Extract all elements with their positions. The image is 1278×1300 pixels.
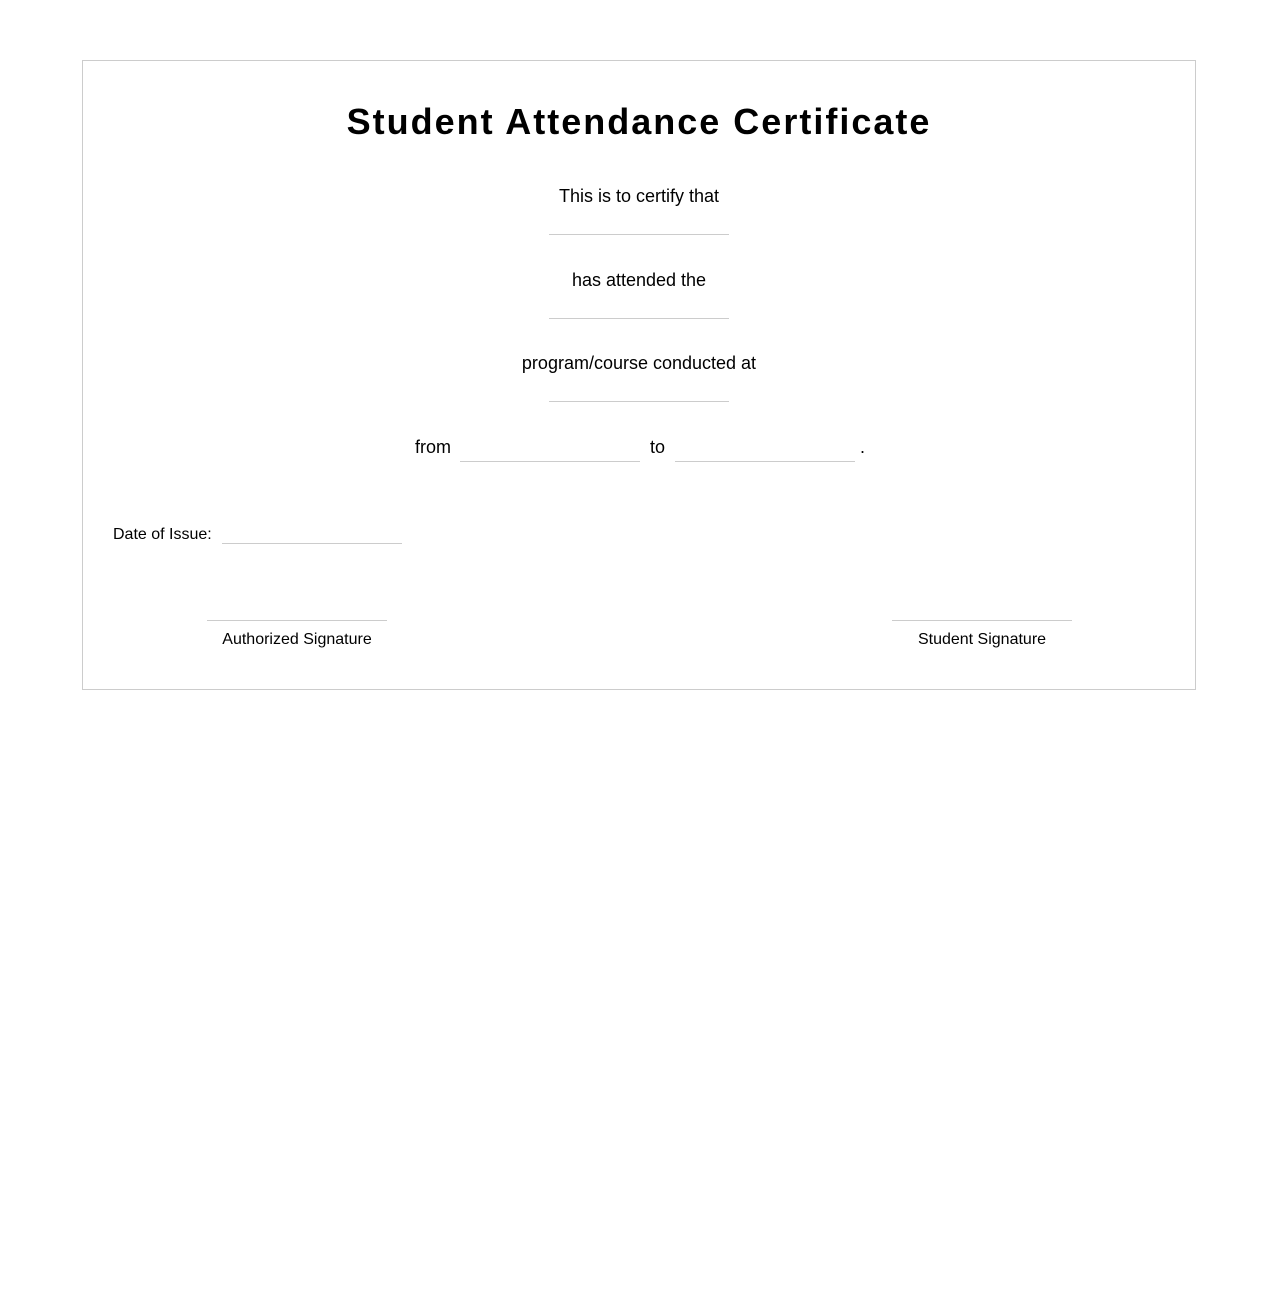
certificate-card (82, 60, 1196, 690)
from-label: from (415, 437, 451, 457)
program-name-input[interactable] (549, 318, 729, 319)
date-of-issue-label: Date of Issue: (113, 526, 212, 543)
date-of-issue-input[interactable] (222, 543, 402, 544)
attended-text: has attended the (571, 270, 707, 290)
student-signature-label: Student Signature (917, 631, 1047, 648)
student-name-input[interactable] (549, 234, 729, 235)
venue-input[interactable] (549, 401, 729, 402)
authorized-signature-label: Authorized Signature (222, 631, 372, 648)
certificate-title: Student Attendance Certificate (346, 101, 932, 142)
from-date-input[interactable] (460, 461, 640, 462)
period-text: . (860, 437, 866, 457)
certify-text: This is to certify that (558, 186, 720, 206)
conducted-at-text: program/course conducted at (521, 353, 757, 373)
to-date-input[interactable] (675, 461, 855, 462)
authorized-signature-line (207, 620, 387, 621)
student-signature-line (892, 620, 1072, 621)
to-label: to (650, 437, 666, 457)
